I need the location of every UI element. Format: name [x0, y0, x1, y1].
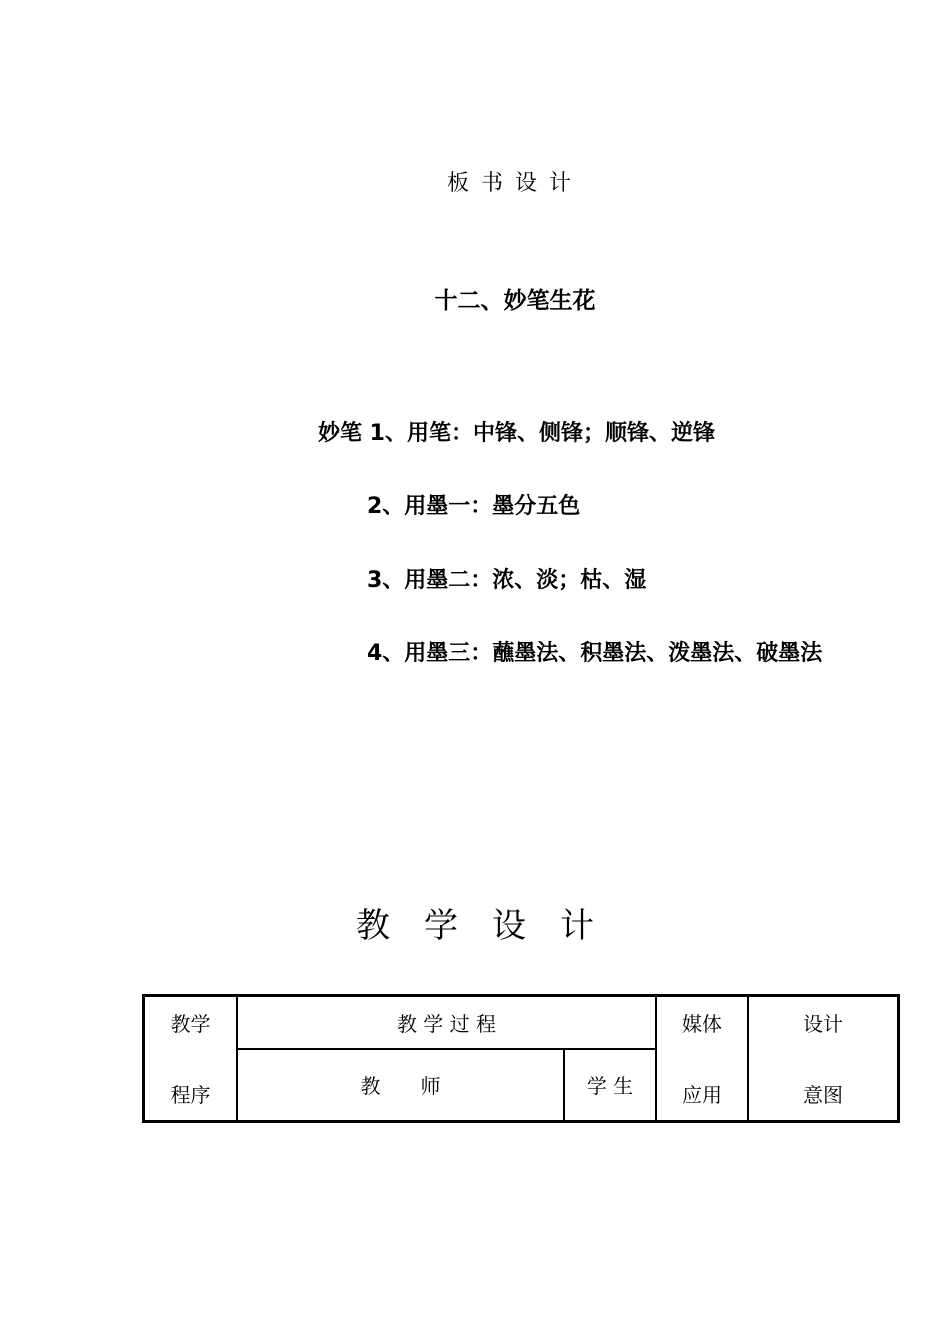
- teaching-design-table: [142, 994, 900, 1123]
- table-divider-process-header: [236, 1048, 656, 1050]
- board-line-4: 4、用墨三：蘸墨法、积墨法、泼墨法、破墨法: [367, 641, 823, 666]
- cell-media-top: 媒体: [682, 1012, 722, 1036]
- cell-process-header: 教 学 过 程: [396, 1012, 497, 1036]
- board-line-1: 妙笔 1、用笔：中锋、侧锋；顺锋、逆锋: [318, 421, 715, 446]
- teaching-design-heading: 教学设计: [356, 906, 628, 946]
- cell-intent-bottom: 意图: [803, 1083, 843, 1107]
- cell-student: 学 生: [586, 1074, 634, 1098]
- lesson-title: 十二、妙笔生花: [434, 288, 596, 314]
- board-line-3: 3、用墨二：浓、淡；枯、湿: [367, 568, 647, 593]
- cell-teacher: 教 师: [360, 1074, 441, 1098]
- cell-intent-top: 设计: [803, 1012, 843, 1036]
- cell-media-bottom: 应用: [682, 1083, 722, 1107]
- cell-program-top: 教学: [170, 1012, 211, 1036]
- board-line-2: 2、用墨一：墨分五色: [367, 494, 581, 519]
- board-design-heading: 板书设计: [446, 171, 583, 196]
- cell-program-bottom: 程序: [170, 1083, 211, 1107]
